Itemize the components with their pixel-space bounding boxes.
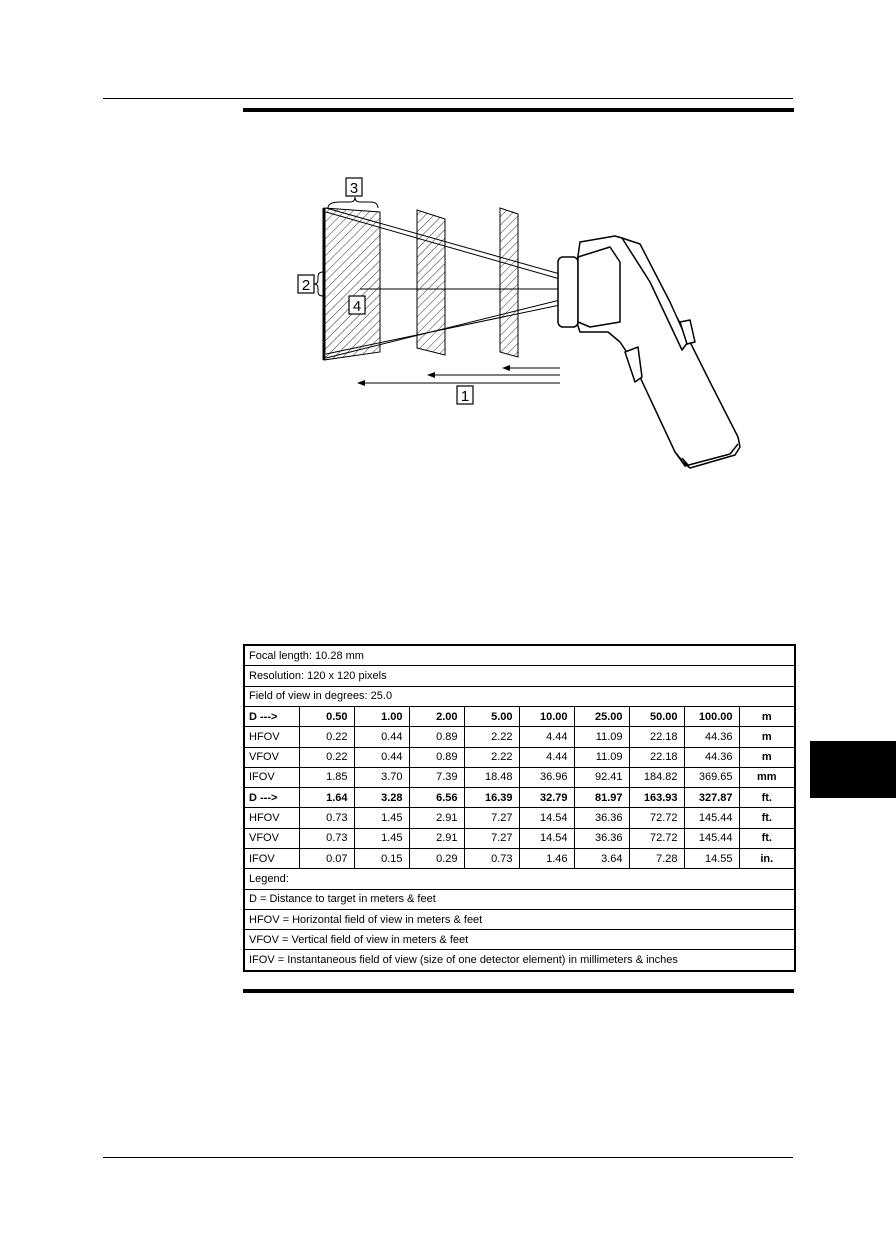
unit-cell: ft. bbox=[739, 828, 795, 848]
table-cell: 100.00 bbox=[684, 706, 739, 726]
legend-row-text: HFOV = Horizontal field of view in meters & feet bbox=[244, 909, 795, 929]
svg-text:3: 3 bbox=[349, 180, 359, 197]
header-rule bbox=[103, 98, 793, 99]
info-row bbox=[244, 686, 795, 706]
unit-cell: mm bbox=[739, 767, 795, 787]
table-cell: 1.45 bbox=[354, 828, 409, 848]
legend-row bbox=[244, 909, 795, 929]
table-cell: 3.70 bbox=[354, 767, 409, 787]
table-cell: 4.44 bbox=[519, 747, 574, 767]
table-row bbox=[244, 767, 795, 787]
info-row-text: Resolution: 120 x 120 pixels bbox=[244, 666, 795, 686]
row-label: HFOV bbox=[244, 727, 299, 747]
table-cell: 36.96 bbox=[519, 767, 574, 787]
table-cell: 7.39 bbox=[409, 767, 464, 787]
target-middle bbox=[417, 210, 445, 355]
row-label: VFOV bbox=[244, 828, 299, 848]
table-cell: 327.87 bbox=[684, 788, 739, 808]
info-row bbox=[244, 666, 795, 686]
table-cell: 44.36 bbox=[684, 747, 739, 767]
legend-row bbox=[244, 889, 795, 909]
row-label: D ---> bbox=[244, 706, 299, 726]
target-near bbox=[500, 208, 518, 357]
distance-arrows bbox=[357, 365, 560, 386]
table-cell: 0.73 bbox=[464, 849, 519, 869]
row-label: VFOV bbox=[244, 747, 299, 767]
table-cell: 92.41 bbox=[574, 767, 629, 787]
table-cell: 0.89 bbox=[409, 727, 464, 747]
table-cell: 3.28 bbox=[354, 788, 409, 808]
table-cell: 0.07 bbox=[299, 849, 354, 869]
row-label: D ---> bbox=[244, 788, 299, 808]
table-cell: 145.44 bbox=[684, 808, 739, 828]
callout-1 bbox=[457, 386, 473, 405]
legend-row bbox=[244, 930, 795, 950]
table-cell: 7.27 bbox=[464, 808, 519, 828]
legend-row-text: IFOV = Instantaneous field of view (size of one detector element) in millimeters & inches bbox=[244, 950, 795, 971]
table-cell: 369.65 bbox=[684, 767, 739, 787]
table-cell: 163.93 bbox=[629, 788, 684, 808]
table-cell: 25.00 bbox=[574, 706, 629, 726]
table-cell: 2.22 bbox=[464, 727, 519, 747]
callout-3 bbox=[346, 178, 362, 197]
table-cell: 72.72 bbox=[629, 808, 684, 828]
unit-cell: ft. bbox=[739, 788, 795, 808]
table-cell: 3.64 bbox=[574, 849, 629, 869]
callout-2 bbox=[298, 275, 314, 294]
table-cell: 5.00 bbox=[464, 706, 519, 726]
fov-specification-table bbox=[243, 644, 796, 972]
info-row-text: Focal length: 10.28 mm bbox=[244, 645, 795, 666]
table-cell: 7.27 bbox=[464, 828, 519, 848]
info-row bbox=[244, 645, 795, 666]
table-cell: 16.39 bbox=[464, 788, 519, 808]
width-brace bbox=[328, 197, 378, 208]
table-cell: 0.44 bbox=[354, 747, 409, 767]
table-cell: 10.00 bbox=[519, 706, 574, 726]
table-cell: 1.46 bbox=[519, 849, 574, 869]
height-brace bbox=[314, 272, 323, 296]
row-label: IFOV bbox=[244, 849, 299, 869]
table-cell: 14.54 bbox=[519, 808, 574, 828]
table-cell: 0.73 bbox=[299, 808, 354, 828]
table-row bbox=[244, 747, 795, 767]
table-cell: 0.15 bbox=[354, 849, 409, 869]
table-cell: 2.22 bbox=[464, 747, 519, 767]
table-cell: 0.22 bbox=[299, 747, 354, 767]
table-cell: 7.28 bbox=[629, 849, 684, 869]
table-cell: 1.85 bbox=[299, 767, 354, 787]
table-cell: 18.48 bbox=[464, 767, 519, 787]
table-cell: 0.73 bbox=[299, 828, 354, 848]
unit-cell: ft. bbox=[739, 808, 795, 828]
table-cell: 11.09 bbox=[574, 747, 629, 767]
table-row bbox=[244, 808, 795, 828]
unit-cell: m bbox=[739, 727, 795, 747]
table-cell: 81.97 bbox=[574, 788, 629, 808]
table-cell: 36.36 bbox=[574, 808, 629, 828]
table-cell: 2.00 bbox=[409, 706, 464, 726]
table-cell: 2.91 bbox=[409, 828, 464, 848]
svg-text:1: 1 bbox=[460, 388, 470, 405]
table-cell: 14.54 bbox=[519, 828, 574, 848]
table-cell: 50.00 bbox=[629, 706, 684, 726]
callout-4 bbox=[349, 296, 365, 315]
table-cell: 0.50 bbox=[299, 706, 354, 726]
legend-row-text: VFOV = Vertical field of view in meters & feet bbox=[244, 930, 795, 950]
table-cell: 4.44 bbox=[519, 727, 574, 747]
table-cell: 6.56 bbox=[409, 788, 464, 808]
field-of-view-diagram bbox=[290, 172, 750, 477]
unit-cell: m bbox=[739, 706, 795, 726]
svg-text:2: 2 bbox=[301, 277, 311, 294]
table-cell: 0.89 bbox=[409, 747, 464, 767]
thermal-camera bbox=[558, 236, 740, 468]
table-cell: 11.09 bbox=[574, 727, 629, 747]
legend-row-text: D = Distance to target in meters & feet bbox=[244, 889, 795, 909]
table-cell: 184.82 bbox=[629, 767, 684, 787]
table-cell: 145.44 bbox=[684, 828, 739, 848]
table-row bbox=[244, 828, 795, 848]
distance-row-imperial bbox=[244, 788, 795, 808]
unit-cell: in. bbox=[739, 849, 795, 869]
table-cell: 14.55 bbox=[684, 849, 739, 869]
info-row-text: Field of view in degrees: 25.0 bbox=[244, 686, 795, 706]
footer-rule bbox=[103, 1157, 793, 1158]
distance-row-metric bbox=[244, 706, 795, 726]
table-cell: 44.36 bbox=[684, 727, 739, 747]
table-cell: 0.22 bbox=[299, 727, 354, 747]
legend-row bbox=[244, 869, 795, 889]
legend-row bbox=[244, 950, 795, 971]
unit-cell: m bbox=[739, 747, 795, 767]
section-top-rule bbox=[243, 108, 794, 112]
svg-text:4: 4 bbox=[352, 298, 362, 315]
table-cell: 0.44 bbox=[354, 727, 409, 747]
table-cell: 1.64 bbox=[299, 788, 354, 808]
table-cell: 1.00 bbox=[354, 706, 409, 726]
table-cell: 1.45 bbox=[354, 808, 409, 828]
table-row bbox=[244, 727, 795, 747]
section-tab-marker bbox=[810, 741, 896, 798]
table-cell: 22.18 bbox=[629, 727, 684, 747]
table-cell: 2.91 bbox=[409, 808, 464, 828]
table-cell: 72.72 bbox=[629, 828, 684, 848]
table-cell: 32.79 bbox=[519, 788, 574, 808]
section-bottom-rule bbox=[243, 989, 794, 993]
legend-row-text: Legend: bbox=[244, 869, 795, 889]
table-cell: 36.36 bbox=[574, 828, 629, 848]
table-cell: 22.18 bbox=[629, 747, 684, 767]
row-label: IFOV bbox=[244, 767, 299, 787]
table-row bbox=[244, 849, 795, 869]
row-label: HFOV bbox=[244, 808, 299, 828]
table-cell: 0.29 bbox=[409, 849, 464, 869]
target-far bbox=[324, 208, 380, 360]
